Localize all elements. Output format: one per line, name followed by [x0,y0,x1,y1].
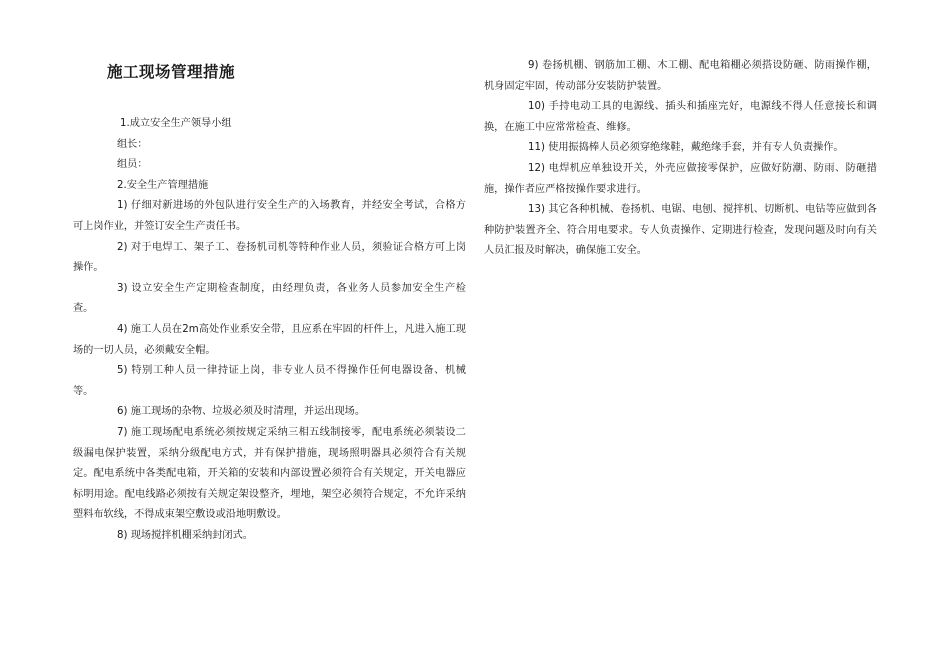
measure-item-9: 9) 卷扬机棚、钢筋加工棚、木工棚、配电箱棚必须搭设防砸、防雨操作棚，机身固定牢固，传动部分安装防护装置。 [484,60,877,92]
measure-item-7: 7) 施工现场配电系统必须按规定采纳三相五线制接零，配电系统必须装设二级漏电保护装置，采纳分级配电方式，并有保护措施，现场照明器具必须符合有关规定。配电系统中各类配电箱，开关箱的安装和内部设置必须符合有关规定，开关电器应标明用途。配电线路必须按有关规定架设整齐，埋地，架空必须符合规定，不允许采纳塑料布软线，不得成束架空敷设或沿地明敷设。 [73,426,466,521]
member-label: 组员： [117,159,148,171]
leader-label: 组长： [117,138,148,150]
measure-item-10: 10) 手持电动工具的电源线、插头和插座完好，电源线不得人任意接长和调换，在施工中应常常检查、维修。 [484,101,877,133]
measure-item-8: 8) 现场搅拌机棚采纳封闭式。 [117,529,253,541]
document-title: 施工现场管理措施 [107,63,236,81]
right-column [484,56,877,262]
left-column [73,114,466,546]
measure-item-3: 3) 设立安全生产定期检查制度，由经理负责，各业务人员参加安全生产检查。 [73,282,466,315]
measure-item-6: 6) 施工现场的杂物、垃圾必须及时清理，并运出现场。 [117,406,366,418]
measure-item-4: 4) 施工人员在2m高处作业系安全带，且应系在牢固的杆件上，凡进入施工现场的一切人员，必须戴安全帽。 [73,323,466,356]
measure-item-13: 13) 其它各种机械、卷扬机、电锯、电刨、搅拌机、切断机、电钻等应做到各种防护装置齐全、符合用电要求。专人负责操作、定期进行检查，发现问题及时向有关人员汇报及时解决，确保施工安全。 [484,204,877,257]
measure-item-1: 1) 仔细对新进场的外包队进行安全生产的入场教育，并经安全考试，合格方可上岗作业，并签订安全生产责任书。 [73,200,466,232]
measure-item-12: 12) 电焊机应单独设开关，外壳应做接零保护，应做好防潮、防雨、防砸措施，操作者应严格按操作要求进行。 [484,162,877,195]
measure-item-2: 2) 对于电焊工、架子工、卷扬机司机等特种作业人员，须验证合格方可上岗操作。 [73,241,466,274]
measure-item-5: 5) 特别工种人员一律持证上岗，非专业人员不得操作任何电器设备、机械等。 [73,365,466,397]
section-heading-leadership-group: 1.成立安全生产领导小组 [120,118,232,129]
measure-item-11: 11) 使用振捣棒人员必须穿绝缘鞋，戴绝缘手套，并有专人负责操作。 [528,142,844,154]
section-heading-safety-measures: 2.安全生产管理措施 [117,179,209,191]
